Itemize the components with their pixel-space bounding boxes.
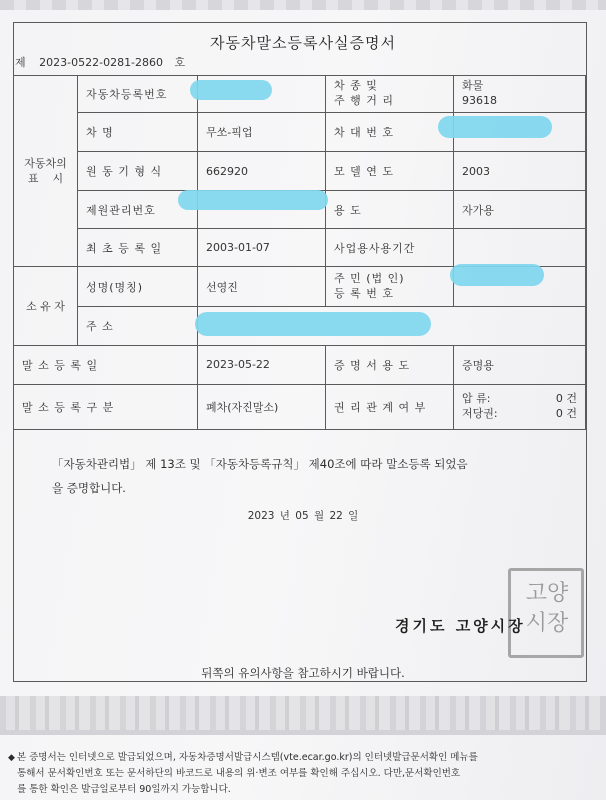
type-mileage-label: 차 종 및 주 행 거 리 bbox=[326, 76, 454, 113]
seizure-label: 압 류: bbox=[462, 391, 491, 405]
usage-value: 자가용 bbox=[454, 191, 586, 229]
row-cancel-date bbox=[14, 346, 586, 384]
document-number-prefix: 제 bbox=[15, 56, 26, 69]
row-cancel-category bbox=[14, 384, 586, 430]
document-number bbox=[15, 54, 185, 70]
first-reg-value: 2003-01-07 bbox=[198, 229, 326, 267]
document-number-value: 2023-0522-0281-2860 bbox=[39, 56, 164, 69]
seal-text: 고양시장 bbox=[525, 581, 569, 636]
redaction-resident-id bbox=[450, 264, 544, 286]
cancel-category-value: 폐차(자진말소) bbox=[198, 384, 326, 430]
document-title: 자동차말소등록사실증명서 bbox=[210, 34, 396, 52]
row-reg-no bbox=[14, 76, 586, 113]
top-edge-strip bbox=[0, 0, 606, 10]
mortgage-value: 0 건 bbox=[555, 406, 577, 420]
spec-no-label: 제원관리번호 bbox=[78, 191, 198, 229]
cancel-date-value: 2023-05-22 bbox=[198, 346, 326, 384]
tear-edge bbox=[0, 730, 606, 735]
usage-label: 용 도 bbox=[326, 191, 454, 229]
seizure-value: 0 건 bbox=[555, 391, 577, 405]
biz-period-label: 사업용사용기간 bbox=[326, 229, 454, 267]
address-label: 주 소 bbox=[78, 307, 198, 346]
owner-name-value: 선영진 bbox=[198, 267, 326, 307]
rights-value bbox=[454, 384, 586, 430]
vehicle-name-value: 무쏘-픽업 bbox=[198, 112, 326, 151]
model-year-label: 모 델 연 도 bbox=[326, 152, 454, 191]
document-number-suffix: 호 bbox=[174, 56, 186, 69]
barcode-tear-strip bbox=[0, 696, 606, 730]
row-engine bbox=[14, 152, 586, 191]
cancel-category-label: 말 소 등 록 구 분 bbox=[14, 384, 198, 430]
redaction-address bbox=[195, 312, 431, 336]
redaction-reg-no bbox=[190, 80, 272, 100]
diamond-bullet-icon: ◆ bbox=[8, 753, 15, 763]
redaction-spec-no bbox=[178, 190, 328, 210]
official-seal-stamp bbox=[508, 568, 584, 658]
rights-label: 권 리 관 계 여 부 bbox=[326, 384, 454, 430]
certification-statement: 「자동차관리법」 제 13조 및 「자동차등록규칙」 제40조에 따라 말소등록 되었음 을 증명합니다. bbox=[52, 457, 468, 495]
issuer-name: 경기도 고양시장 bbox=[395, 617, 526, 635]
resident-id-label: 주 민 (법 인) 등 록 번 호 bbox=[326, 267, 454, 307]
model-year-value: 2003 bbox=[454, 152, 586, 191]
seizure-line bbox=[462, 392, 577, 407]
mortgage-label: 저당권: bbox=[462, 406, 498, 420]
first-reg-label: 최 초 등 록 일 bbox=[78, 229, 198, 267]
vehicle-name-label: 차 명 bbox=[78, 112, 198, 151]
purpose-label: 증 명 서 용 도 bbox=[326, 346, 454, 384]
type-mileage-value: 화물 93618 bbox=[454, 76, 586, 113]
vehicle-group-label: 자동차의 표 시 bbox=[14, 76, 78, 267]
issue-date: 2023 년 05 월 22 일 bbox=[247, 510, 359, 522]
back-page-notice: 뒤쪽의 유의사항을 참고하시기 바랍니다. bbox=[201, 666, 405, 680]
biz-period-value bbox=[454, 229, 586, 267]
mortgage-line bbox=[462, 407, 577, 422]
chassis-no-label: 차 대 번 호 bbox=[326, 112, 454, 151]
engine-type-label: 원 동 기 형 식 bbox=[78, 152, 198, 191]
engine-type-value: 662920 bbox=[198, 152, 326, 191]
redaction-chassis-no bbox=[438, 116, 552, 138]
owner-name-label: 성명(명칭) bbox=[78, 267, 198, 307]
owner-group-label: 소 유 자 bbox=[14, 267, 78, 346]
cancel-date-label: 말 소 등 록 일 bbox=[14, 346, 198, 384]
row-first-reg bbox=[14, 229, 586, 267]
reg-no-label: 자동차등록번호 bbox=[78, 76, 198, 113]
purpose-value: 증명용 bbox=[454, 346, 586, 384]
footer-disclaimer: ◆ 본 증명서는 인터넷으로 발급되었으며, 자동차증명서발급시스템(vte.ecar.go.kr)의 인터넷발급문서확인 메뉴를 통해서 문서확인번호 또는 문서하단의 바코드로 내용의 위·변조 여부를 확인해 주십시오. 다만,문서확인번호 를 통한 확인은 발급일로부터 90일까지 가능합니다. bbox=[8, 752, 478, 795]
